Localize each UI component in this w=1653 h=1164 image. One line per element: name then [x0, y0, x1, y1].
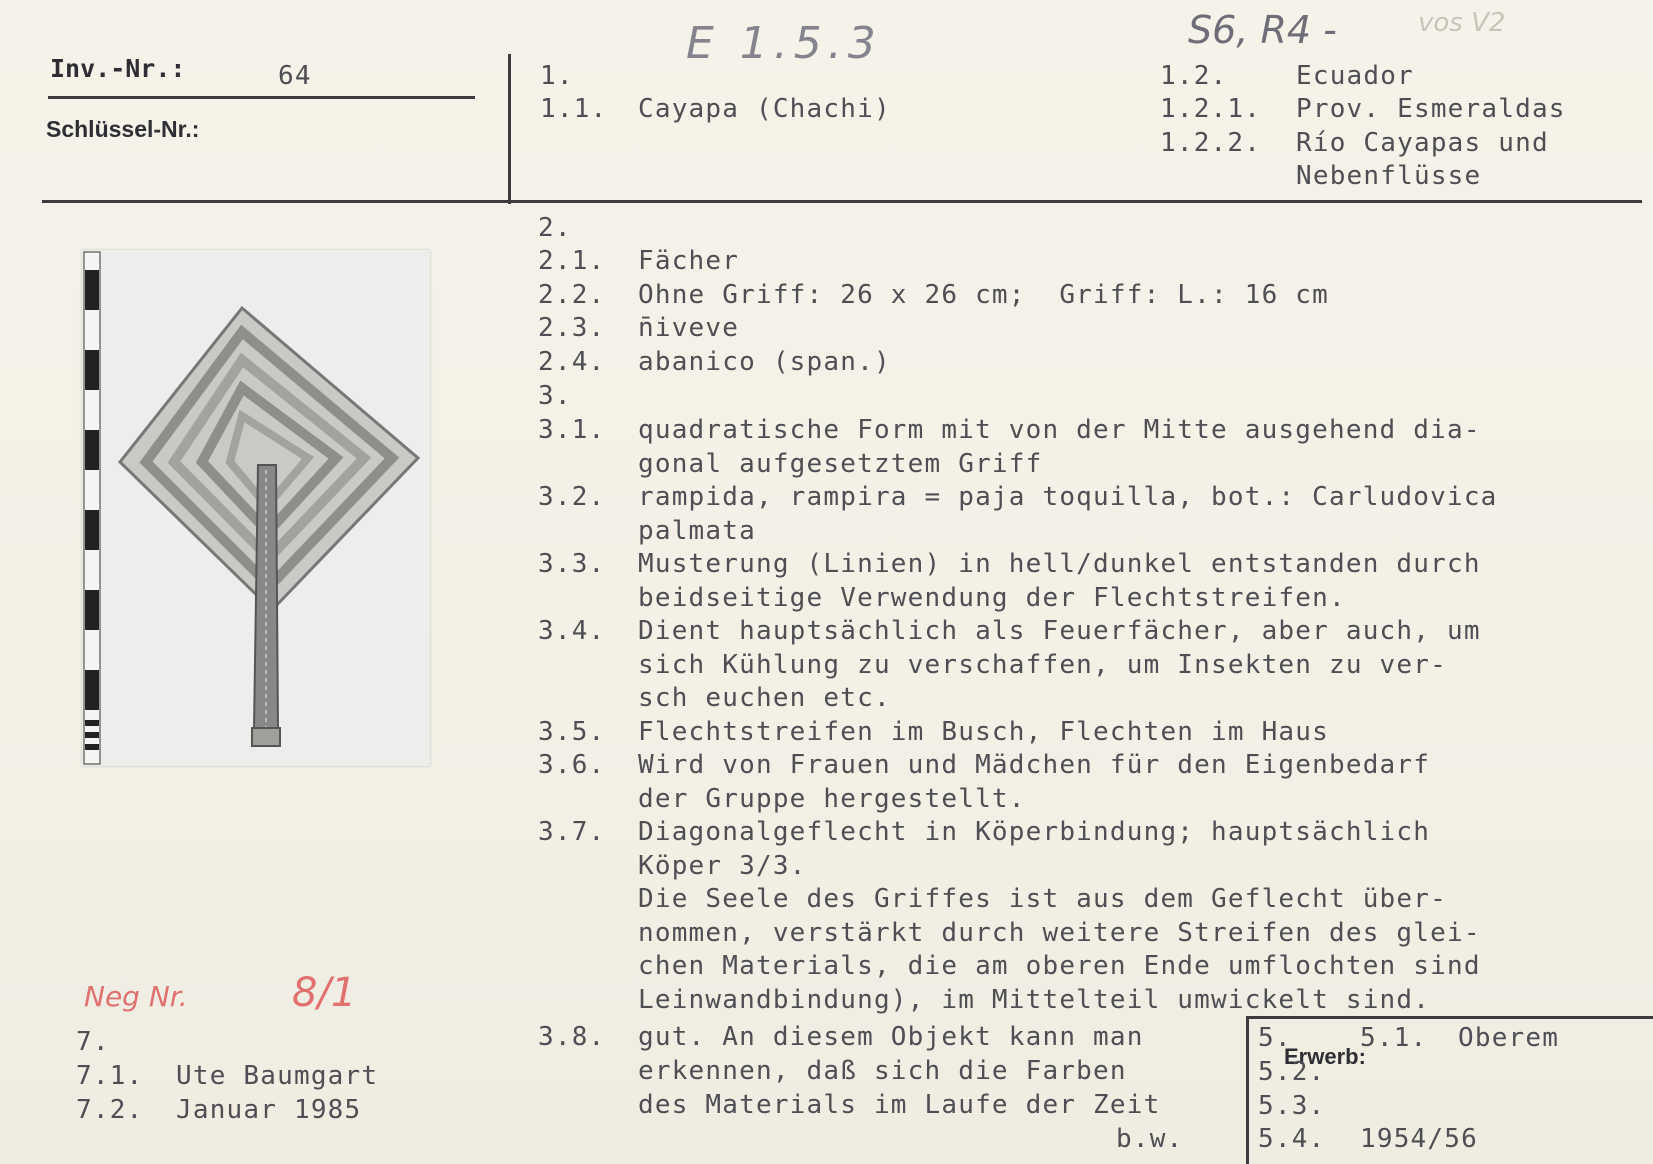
line-text: sich Kühlung zu verschaffen, um Insekten zu ver- — [638, 649, 1447, 680]
s3-line — [538, 448, 1498, 482]
s1-1-value: Cayapa (Chachi) — [638, 94, 891, 124]
line-text: Die Seele des Griffes ist aus dem Geflecht über- — [638, 884, 1447, 914]
s3-line — [538, 917, 1498, 951]
s3-line — [538, 749, 1498, 783]
s3-8-line-3: des Materials im Laufe der Zeit — [638, 1090, 1161, 1120]
line-text: palmata — [638, 515, 756, 546]
line-number: 3.4. — [538, 616, 606, 646]
inv-label: Inv.-Nr.: — [50, 54, 186, 83]
s3-line — [538, 481, 1498, 515]
line-text: gonal aufgesetztem Griff — [638, 448, 1043, 479]
s1-number: 1. — [540, 61, 574, 91]
line-text: sch euchen etc. — [638, 683, 891, 713]
line-text: beidseitige Verwendung der Flechtstreifen. — [638, 582, 1346, 613]
s7-number: 7. — [76, 1027, 110, 1057]
s3-line — [538, 649, 1498, 683]
s2-line — [538, 346, 1329, 380]
header-divider-vertical — [508, 54, 511, 204]
s3-line — [538, 783, 1498, 817]
s5-4-number: 5.4. — [1258, 1124, 1326, 1154]
s7-1-number: 7.1. — [76, 1061, 144, 1091]
line-text: chen Materials, die am oberen Ende umflochten sind — [638, 951, 1481, 981]
line-number: 2.4. — [538, 346, 606, 377]
header-divider-horizontal — [42, 200, 1642, 203]
s3-line — [538, 414, 1498, 448]
line-number: 3.7. — [538, 817, 606, 847]
s5-4-value: 1954/56 — [1360, 1124, 1478, 1154]
line-text: n̄iveve — [638, 313, 740, 343]
key-label: Schlüssel-Nr.: — [46, 116, 200, 142]
s3-line — [538, 615, 1498, 649]
s1-2-2-value-a: Río Cayapas und — [1296, 128, 1549, 158]
s2-line — [538, 279, 1329, 313]
neg-number: 8/1 — [292, 970, 357, 1016]
line-text: quadratische Form mit von der Mitte ausgehend dia- — [638, 415, 1481, 445]
line-number: 2.3. — [538, 313, 606, 343]
handwritten-location: S6, R4 - — [1188, 8, 1337, 52]
woven-fan-icon — [82, 250, 430, 766]
s2-number: 2. — [538, 213, 572, 243]
s1-2-value: Ecuador — [1296, 61, 1414, 91]
s5-1-number: 5.1. — [1360, 1023, 1428, 1053]
line-text: Wird von Frauen und Mädchen für den Eigenbedarf — [638, 750, 1431, 780]
s5-3-number: 5.3. — [1258, 1091, 1326, 1121]
s3-line — [538, 548, 1498, 582]
line-number: 2.2. — [538, 279, 606, 310]
line-text: Ohne Griff: 26 x 26 cm; Griff: L.: 16 cm — [638, 279, 1329, 310]
line-text: Musterung (Linien) in hell/dunkel entstanden durch — [638, 549, 1481, 579]
line-number: 3.2. — [538, 482, 606, 512]
neg-label: Neg Nr. — [84, 980, 188, 1013]
s3-line — [538, 816, 1498, 850]
line-text: nommen, verstärkt durch weitere Streifen des glei- — [638, 917, 1481, 948]
s1-1-number: 1.1. — [540, 94, 608, 124]
s3-number: 3. — [538, 381, 572, 411]
line-number: 3.1. — [538, 415, 606, 445]
s3-line — [538, 984, 1498, 1018]
line-number: 3.5. — [538, 716, 606, 747]
s3-line — [538, 682, 1498, 716]
s3-line — [538, 716, 1498, 750]
s2-line — [538, 245, 1329, 279]
s5-number: 5. — [1258, 1023, 1292, 1053]
s3-line — [538, 850, 1498, 884]
s5-2-number: 5.2. — [1258, 1057, 1326, 1087]
woven-fan-photo — [82, 250, 430, 766]
s3-list — [538, 414, 1498, 1017]
line-text: rampida, rampira = paja toquilla, bot.: Carludovica — [638, 482, 1498, 512]
line-number: 3.6. — [538, 750, 606, 780]
s3-8-line-1: gut. An diesem Objekt kann man — [638, 1022, 1144, 1052]
line-text: Fächer — [638, 246, 740, 276]
s7-2-value: Januar 1985 — [176, 1095, 362, 1125]
s5-box-left — [1246, 1016, 1249, 1164]
s1-2-1-number: 1.2.1. — [1160, 94, 1262, 124]
line-text: Diagonalgeflecht in Köperbindung; hauptsächlich — [638, 817, 1431, 847]
handwritten-code: E 1.5.3 — [686, 18, 882, 69]
line-text: Dient hauptsächlich als Feuerfächer, aber auch, um — [638, 616, 1481, 646]
s2-line — [538, 312, 1329, 346]
line-text: Köper 3/3. — [638, 850, 807, 881]
s3-line — [538, 515, 1498, 549]
s3-line — [538, 950, 1498, 984]
s3-line — [538, 582, 1498, 616]
line-number: 3.3. — [538, 549, 606, 579]
s1-2-1-value: Prov. Esmeraldas — [1296, 94, 1566, 124]
erwerb-label: Erwerb: — [1284, 1044, 1366, 1069]
s1-2-2-value-b: Nebenflüsse — [1296, 161, 1482, 191]
s3-line — [538, 883, 1498, 917]
handwritten-faint-note: vos V2 — [1418, 8, 1506, 38]
s2-list — [538, 245, 1329, 379]
s7-1-value: Ute Baumgart — [176, 1061, 379, 1091]
s5-1-value: Oberem — [1458, 1023, 1560, 1053]
line-text: abanico (span.) — [638, 346, 891, 377]
line-number: 2.1. — [538, 246, 606, 276]
s1-2-2-number: 1.2.2. — [1160, 128, 1262, 158]
s3-8-number: 3.8. — [538, 1022, 606, 1052]
s3-8-line-2: erkennen, daß sich die Farben — [638, 1056, 1127, 1086]
line-text: Leinwandbindung), im Mittelteil umwickelt sind. — [638, 984, 1431, 1015]
s5-box-top — [1246, 1016, 1653, 1019]
inv-value: 64 — [278, 61, 312, 91]
continued-note: b.w. — [1116, 1124, 1184, 1154]
s1-2-number: 1.2. — [1160, 61, 1228, 91]
inv-underline — [48, 96, 475, 99]
line-text: der Gruppe hergestellt. — [638, 783, 1026, 814]
s7-2-number: 7.2. — [76, 1095, 144, 1125]
line-text: Flechtstreifen im Busch, Flechten im Haus — [638, 716, 1329, 747]
